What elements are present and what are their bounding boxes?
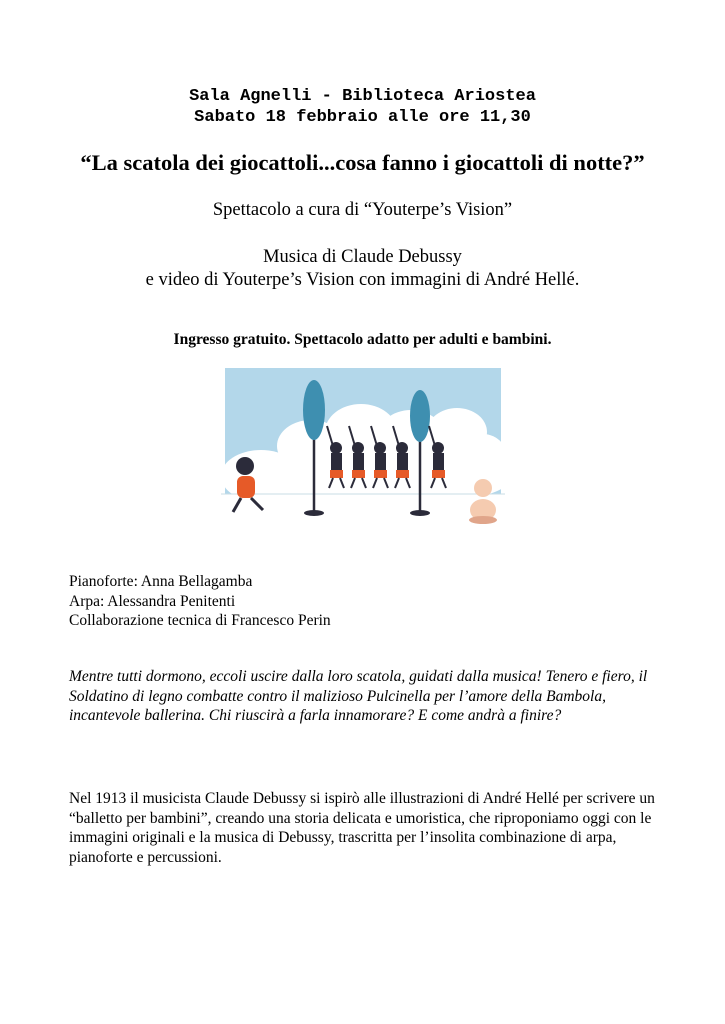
performer-credits <box>69 572 331 631</box>
ground <box>221 494 505 528</box>
credit-piano: Pianoforte: Anna Bellagamba <box>69 573 253 590</box>
curated-by: Spettacolo a cura di “Youterpe’s Vision” <box>212 200 513 220</box>
music-line-2: e video di Youterpe’s Vision con immagini di André Hellé. <box>145 270 580 290</box>
music-line-1: Musica di Claude Debussy <box>263 247 462 267</box>
toy-soldiers-illustration <box>221 366 505 528</box>
date-line: Sabato 18 febbraio alle ore 11,30 <box>194 108 531 127</box>
entry-note: Ingresso gratuito. Spettacolo adatto per adulti e bambini. <box>173 331 552 348</box>
credit-harp: Arpa: Alessandra Penitenti <box>69 592 236 610</box>
credit-technical: Collaborazione tecnica di Francesco Perin <box>69 612 331 629</box>
event-header <box>0 86 725 128</box>
music-credits <box>0 246 725 292</box>
history-paragraph: Nel 1913 il musicista Claude Debussy si ispirò alle illustrazioni di André Hellé per scrivere un “balletto per bambini”, creando una storia delicata e umoristica, che riproponiamo oggi con le immagini originali e la musica di Debussy, trascritta per l’insolita combinazione di arpa, pianoforte e percussioni. <box>69 790 655 866</box>
synopsis-paragraph: Mentre tutti dormono, eccoli uscire dalla loro scatola, guidati dalla musica! Tenero e fiero, il Soldatino di legno combatte contro il malizioso Pulcinella per l’amore della Bambola, incantevole ballerina. Chi riuscirà a farla innamorare? E come andrà a finire? <box>69 668 648 724</box>
show-title: “La scatola dei giocattoli...cosa fanno i giocattoli di notte?” <box>80 150 645 175</box>
venue-line: Sala Agnelli - Biblioteca Ariostea <box>189 87 536 106</box>
